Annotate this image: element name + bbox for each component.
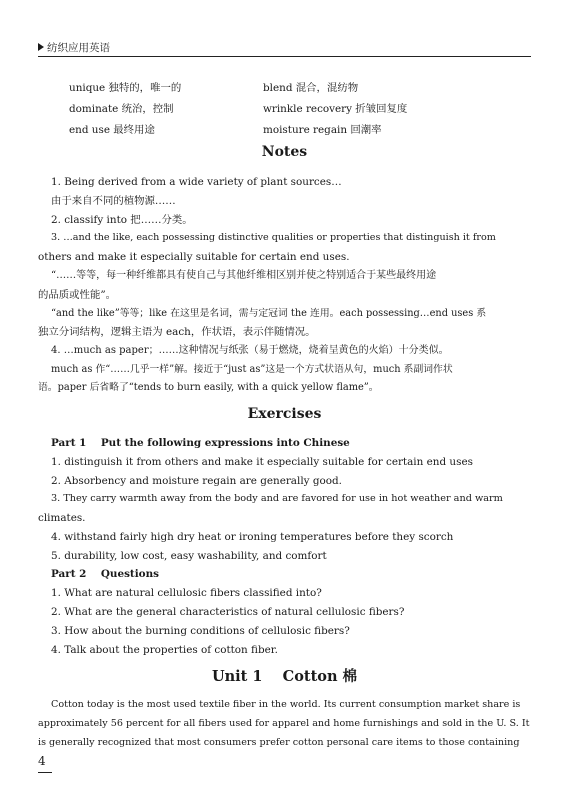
unit-heading: Unit 1 Cotton 棉 bbox=[211, 668, 358, 685]
exercise-line: 2. Absorbency and moisture regain are generally good. bbox=[51, 475, 342, 487]
notes-line: 独立分词结构，逻辑主语为 each，作状语，表示伴随情况。 bbox=[38, 326, 316, 338]
notes-line: “and the like”等等；like 在这里是名词，需与定冠词 the 连用。each possessing…end uses 系 bbox=[51, 308, 487, 319]
triangle-marker-icon bbox=[38, 43, 44, 51]
vocab-term: end use 最终用途 bbox=[69, 124, 155, 136]
part1-title: Part 1 Put the following expressions into Chinese bbox=[51, 437, 350, 449]
page-number-rule bbox=[38, 772, 52, 773]
header-rule bbox=[38, 56, 531, 57]
vocab-row bbox=[69, 120, 509, 141]
exercise-line: 3. They carry warmth away from the body and are favored for use in hot weather and warm bbox=[51, 493, 503, 504]
header-title: 纺织应用英语 bbox=[47, 42, 110, 54]
vocab-term: blend 混合，混纺物 bbox=[263, 82, 359, 94]
notes-line: 由于来自不同的植物源…… bbox=[51, 195, 176, 207]
notes-line: 语。paper 后省略了“tends to burn easily, with a quick yellow flame”。 bbox=[38, 382, 379, 393]
exercise-line: 5. durability, low cost, easy washability, and comfort bbox=[51, 550, 327, 562]
notes-line: 3. …and the like, each possessing distinctive qualities or properties that distinguish it from bbox=[51, 232, 496, 243]
vocab-row bbox=[69, 99, 509, 120]
running-header bbox=[38, 40, 110, 55]
notes-line: 的品质或性能”。 bbox=[38, 289, 117, 301]
exercise-line: 4. withstand fairly high dry heat or ironing temperatures before they scorch bbox=[51, 531, 454, 543]
notes-line: 2. classify into 把……分类。 bbox=[51, 214, 193, 226]
vocab-row bbox=[69, 78, 509, 99]
page-number: 4 bbox=[38, 754, 46, 768]
notes-heading: Notes bbox=[261, 144, 308, 160]
exercises-heading: Exercises bbox=[247, 406, 322, 422]
part2-title: Part 2 Questions bbox=[51, 568, 160, 580]
notes-line: 4. …much as paper；……这种情况与纸张（易于燃烧，烧着呈黄色的火焰）十分类似。 bbox=[51, 345, 449, 356]
exercise-line: 1. What are natural cellulosic fibers classified into? bbox=[51, 587, 322, 599]
notes-line: much as 作“……几乎一样”解。接近于“just as”这是一个方式状语从句，much 系副词作状 bbox=[51, 364, 453, 375]
vocabulary-list bbox=[69, 78, 509, 141]
vocab-term: unique 独特的，唯一的 bbox=[69, 82, 182, 94]
vocab-term: moisture regain 回潮率 bbox=[263, 124, 382, 136]
vocab-term: wrinkle recovery 折皱回复度 bbox=[263, 103, 408, 115]
body-line: is generally recognized that most consumers prefer cotton personal care items to those containing bbox=[38, 737, 520, 748]
exercise-line: 3. How about the burning conditions of cellulosic fibers? bbox=[51, 625, 350, 637]
exercise-line: 4. Talk about the properties of cotton fiber. bbox=[51, 644, 278, 656]
notes-line: others and make it especially suitable for certain end uses. bbox=[38, 251, 350, 263]
notes-line: 1. Being derived from a wide variety of plant sources… bbox=[51, 176, 342, 188]
body-line: Cotton today is the most used textile fiber in the world. Its current consumption market share is bbox=[51, 699, 521, 710]
body-line: approximately 56 percent for all fibers used for apparel and home furnishings and sold in the U. S. It bbox=[38, 718, 530, 729]
exercise-line: climates. bbox=[38, 512, 86, 524]
notes-line: “……等等，每一种纤维都具有使自己与其他纤维相区别并使之特别适合于某些最终用途 bbox=[51, 270, 437, 281]
exercise-line: 2. What are the general characteristics of natural cellulosic fibers? bbox=[51, 606, 405, 618]
exercise-line: 1. distinguish it from others and make it especially suitable for certain end uses bbox=[51, 456, 473, 468]
vocab-term: dominate 统治，控制 bbox=[69, 103, 174, 115]
